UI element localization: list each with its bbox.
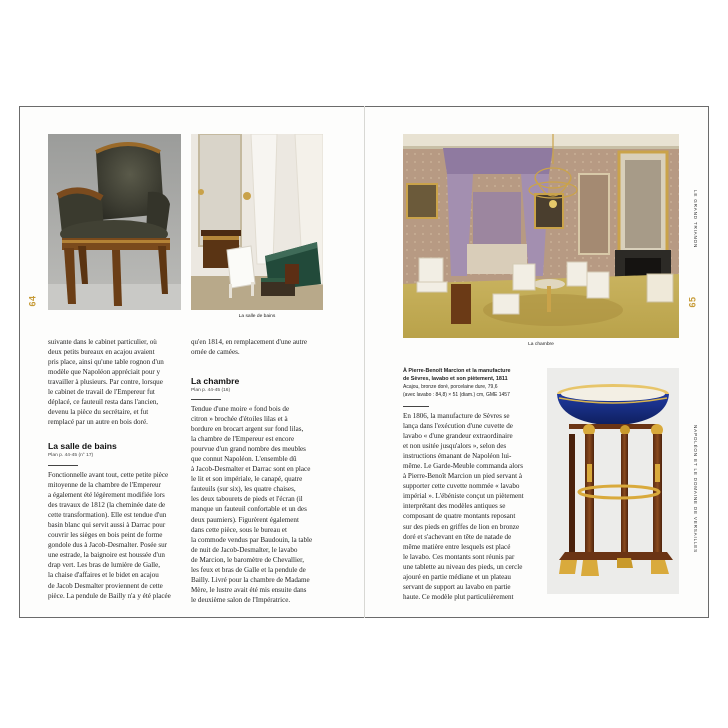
running-header-grand-trianon: LE GRAND TRIANON bbox=[693, 190, 698, 249]
heading-salle-de-bains: La salle de bains bbox=[48, 441, 117, 451]
caption-bathroom: La salle de bains bbox=[238, 314, 276, 319]
plan-ref-salle-de-bains: Plan p. 44-45 (n° 17) bbox=[48, 453, 94, 458]
lavabo-title: À Pierre-Benoît Marcion et la manufacture de Sèvres, lavabo et son piètement, 1811 bbox=[403, 368, 511, 382]
rule-la-chambre bbox=[191, 399, 221, 400]
bathroom-photo bbox=[191, 134, 323, 310]
page-number-left: 64 bbox=[27, 295, 38, 307]
plan-ref-la-chambre: Plan p. 44-45 (16) bbox=[191, 388, 231, 393]
page-number-right: 65 bbox=[687, 296, 698, 308]
caption-bedroom: La chambre bbox=[528, 342, 554, 347]
text-salle-de-bains: Fonctionnelle avant tout, cette petite pièce mitoyenne de la chambre de l'Empereur a également été légèrement modifiée lors des travaux de 1812 (la cheminée date de cette transformation). Elle est tendue d'un basin blanc qui servit aussi à Darrac pour couvrir les sièges en bois peint de forme gondole dus à Jacob-Desmalter. Posée sur une estrade, la baignoire est houssée d'un drap vert. Les bras de lumière de Galle, la chaise d'affaires et le bidet en acajou de Jacob Desmalter proviennent de cette pièce. La pendule de Bailly n'a y été placée bbox=[48, 471, 171, 600]
book-gutter bbox=[364, 106, 365, 618]
lavabo-caption-details: Acajou, bronze doré, porcelaine dure, 79,6 (avec lavabo : 84,8) × 51 (diam.) cm, GME 1457 bbox=[403, 384, 510, 398]
rule-salle-de-bains bbox=[48, 465, 78, 466]
rule-lavabo bbox=[403, 406, 429, 407]
running-header-napoleon: NAPOLÉON ET LE DOMAINE DE VERSAILLES bbox=[693, 425, 698, 554]
bedroom-photo bbox=[403, 134, 679, 338]
lavabo-photo bbox=[547, 368, 679, 594]
lavabo-caption-title bbox=[403, 368, 543, 383]
armchair-photo bbox=[48, 134, 181, 310]
text-lavabo: En 1806, la manufacture de Sèvres se lança dans l'exécution d'une cuvette de lavabo « d'une grandeur extraordinaire et non usitée jusqu'alors », selon des instructions émanant de Napoléon lui- même. Le Garde-Meuble commanda alors à Pierre-Benoît Marcion un pied servant à supporter cette cuvette nommée « lavabo impérial ». L'ébéniste conçut un piètement interprétant des modèles antiques se composant de quatre montants reposant sur des pieds en griffes de lion en bronze doré et s'achevant en tête de natade de même matière entre lesquels est placé le lavabo. Ces montants sont réunis par une tablette au niveau des pieds, un cercle ajouré en partie médiane et un plateau servant de support au lavabo en partie haute. Ce modèle plut particulièrement bbox=[403, 412, 524, 601]
column2-continued-text: qu'en 1814, en remplacement d'une autre ornée de camées. bbox=[191, 338, 308, 357]
column1-continued-text: suivante dans le cabinet particulier, où deux petits bureaux en acajou avaient pris place, ainsi qu'une table rognon d'un modèle que Napoléon appréciait pour y travailler à plusieurs. Par contre, lorsque le cabinet de travail de l'Empereur fut déplacé, ce fauteuil resta dans l'ancien, devenu la pièce du secrétaire, et fut remplacé par un autre en bois doré. bbox=[48, 338, 164, 427]
heading-la-chambre: La chambre bbox=[191, 376, 240, 386]
text-la-chambre: Tendue d'une moire « fond bois de citron » brochée d'étoiles lilas et à bordure en brocart argent sur fond lilas, la chambre de l'Empereur est encore pourvue d'un grand nombre des meubles que connut Napoléon. L'ensemble dû à Jacob-Desmalter et Darrac sont en place le lit et son impériale, le canapé, quatre fauteuils (sur six), les quatre chaises, les deux tabourets de pieds et l'écran (il manque un fauteuil confortable et un des deux paumiers). Figurèrent également dans cette pièce, sous le bureau et la commode vendus par Baudouin, la table de nuit de Jacob-Desmalter, le lavabo de Marcion, le baromètre de Chevallier, les feux et bras de Galle et la pendule de Bailly. Livré pour la chambre de Madame Mère, le lustre avait été mis ensuite dans le deuxième salon de l'Impératrice. bbox=[191, 405, 313, 604]
